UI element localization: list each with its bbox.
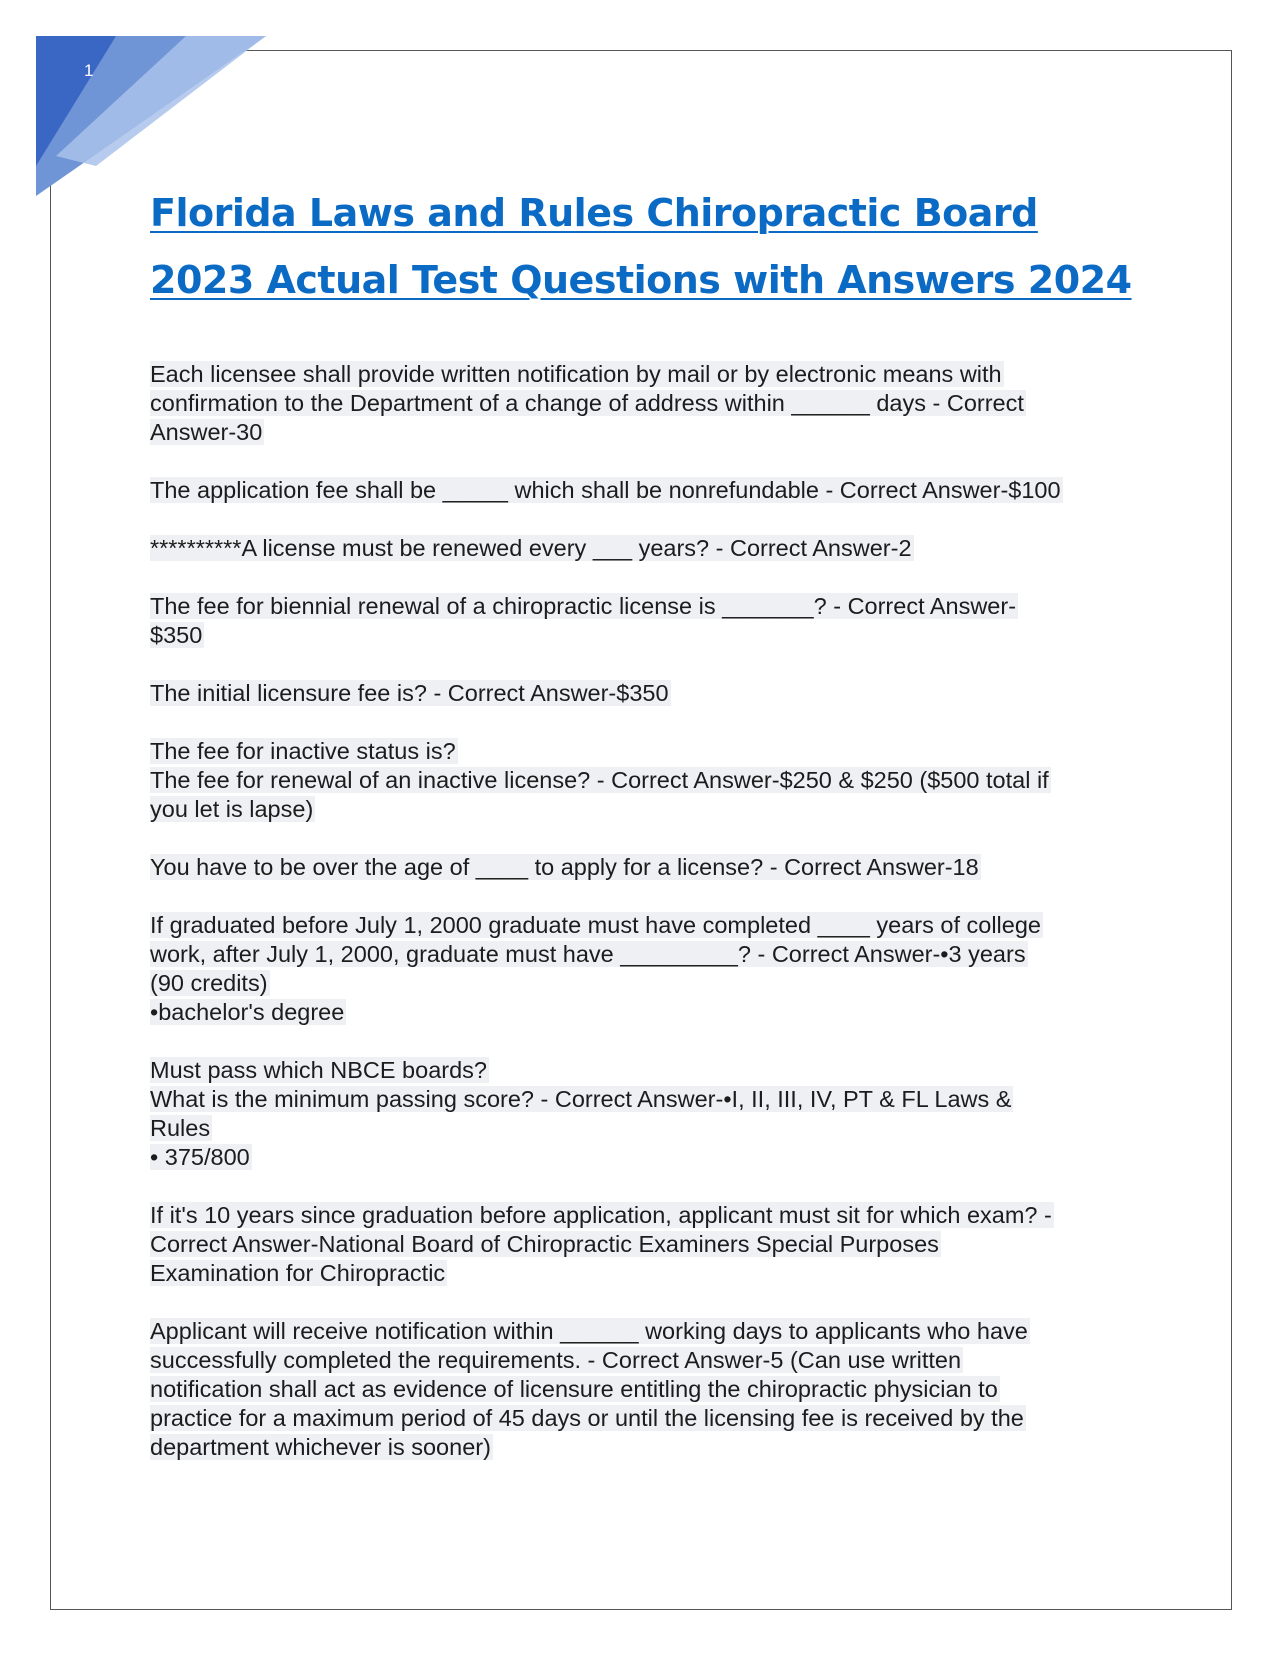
qa-line xyxy=(150,853,1130,882)
qa-line xyxy=(150,592,1130,621)
qa-line-text: Correct Answer-National Board of Chiropractic Examiners Special Purposes xyxy=(150,1231,939,1257)
qa-line-text: Examination for Chiropractic xyxy=(150,1260,446,1286)
qa-line xyxy=(150,1259,1130,1288)
qa-line-text: Rules xyxy=(150,1115,211,1141)
qa-line xyxy=(150,1433,1130,1462)
qa-line-text: What is the minimum passing score? - Correct Answer-•I, II, III, IV, PT & FL Laws & xyxy=(150,1086,1012,1112)
qa-line xyxy=(150,418,1130,447)
qa-line xyxy=(150,1085,1130,1114)
qa-item xyxy=(150,737,1130,824)
qa-line xyxy=(150,1346,1130,1375)
qa-line-text: $350 xyxy=(150,622,203,648)
qa-line xyxy=(150,998,1130,1027)
page-number: 1 xyxy=(84,61,94,80)
qa-item xyxy=(150,592,1130,650)
qa-line xyxy=(150,737,1130,766)
qa-item xyxy=(150,476,1130,505)
qa-line-text: Each licensee shall provide written notification by mail or by electronic means with xyxy=(150,361,1002,387)
qa-line xyxy=(150,534,1130,563)
qa-line xyxy=(150,1201,1130,1230)
qa-item xyxy=(150,679,1130,708)
qa-line xyxy=(150,911,1130,940)
qa-line xyxy=(150,969,1130,998)
qa-line-text: Answer-30 xyxy=(150,419,263,445)
qa-line-text: The fee for inactive status is? xyxy=(150,738,456,764)
title-line-2: 2023 Actual Test Questions with Answers 2024 xyxy=(150,258,1132,302)
qa-line-text: If graduated before July 1, 2000 graduate must have completed ____ years of college xyxy=(150,912,1041,938)
qa-item xyxy=(150,1201,1130,1288)
qa-line xyxy=(150,1317,1130,1346)
qa-line-text: The fee for biennial renewal of a chiropractic license is _______? - Correct Answer- xyxy=(150,593,1017,619)
qa-line xyxy=(150,1056,1130,1085)
qa-line xyxy=(150,1230,1130,1259)
title-line-1: Florida Laws and Rules Chiropractic Board xyxy=(150,191,1038,235)
qa-item xyxy=(150,1056,1130,1172)
qa-item xyxy=(150,1317,1130,1462)
qa-line-text: (90 credits) xyxy=(150,970,268,996)
qa-line-text: The fee for renewal of an inactive license? - Correct Answer-$250 & $250 ($500 total if xyxy=(150,767,1049,793)
qa-item xyxy=(150,853,1130,882)
qa-item xyxy=(150,360,1130,447)
qa-line-text: confirmation to the Department of a change of address within ______ days - Correct xyxy=(150,390,1024,416)
qa-line xyxy=(150,795,1130,824)
qa-line xyxy=(150,1404,1130,1433)
qa-line-text: The initial licensure fee is? - Correct Answer-$350 xyxy=(150,680,669,706)
qa-line-text: Applicant will receive notification within ______ working days to applicants who have xyxy=(150,1318,1028,1344)
qa-line xyxy=(150,766,1130,795)
qa-line-text: •bachelor's degree xyxy=(150,999,345,1025)
qa-line-text: You have to be over the age of ____ to apply for a license? - Correct Answer-18 xyxy=(150,854,979,880)
question-answer-list xyxy=(150,360,1130,1491)
qa-line-text: Must pass which NBCE boards? xyxy=(150,1057,487,1083)
qa-line-text: practice for a maximum period of 45 days or until the licensing fee is received by the xyxy=(150,1405,1024,1431)
qa-line xyxy=(150,476,1130,505)
qa-line-text: **********A license must be renewed every ___ years? - Correct Answer-2 xyxy=(150,535,912,561)
qa-item xyxy=(150,534,1130,563)
qa-line xyxy=(150,621,1130,650)
qa-line-text: notification shall act as evidence of licensure entitling the chiropractic physician to xyxy=(150,1376,998,1402)
qa-line xyxy=(150,360,1130,389)
qa-line-text: The application fee shall be _____ which shall be nonrefundable - Correct Answer-$100 xyxy=(150,477,1061,503)
qa-line-text: you let is lapse) xyxy=(150,796,314,822)
qa-line xyxy=(150,389,1130,418)
qa-line-text: work, after July 1, 2000, graduate must have _________? - Correct Answer-•3 years xyxy=(150,941,1026,967)
qa-line xyxy=(150,1375,1130,1404)
document-title xyxy=(150,180,1190,314)
qa-line xyxy=(150,1114,1130,1143)
qa-item xyxy=(150,911,1130,1027)
qa-line xyxy=(150,679,1130,708)
qa-line-text: If it's 10 years since graduation before application, applicant must sit for which exam? - xyxy=(150,1202,1052,1228)
qa-line xyxy=(150,940,1130,969)
qa-line-text: • 375/800 xyxy=(150,1144,250,1170)
qa-line xyxy=(150,1143,1130,1172)
qa-line-text: successfully completed the requirements. - Correct Answer-5 (Can use written xyxy=(150,1347,962,1373)
qa-line-text: department whichever is sooner) xyxy=(150,1434,491,1460)
